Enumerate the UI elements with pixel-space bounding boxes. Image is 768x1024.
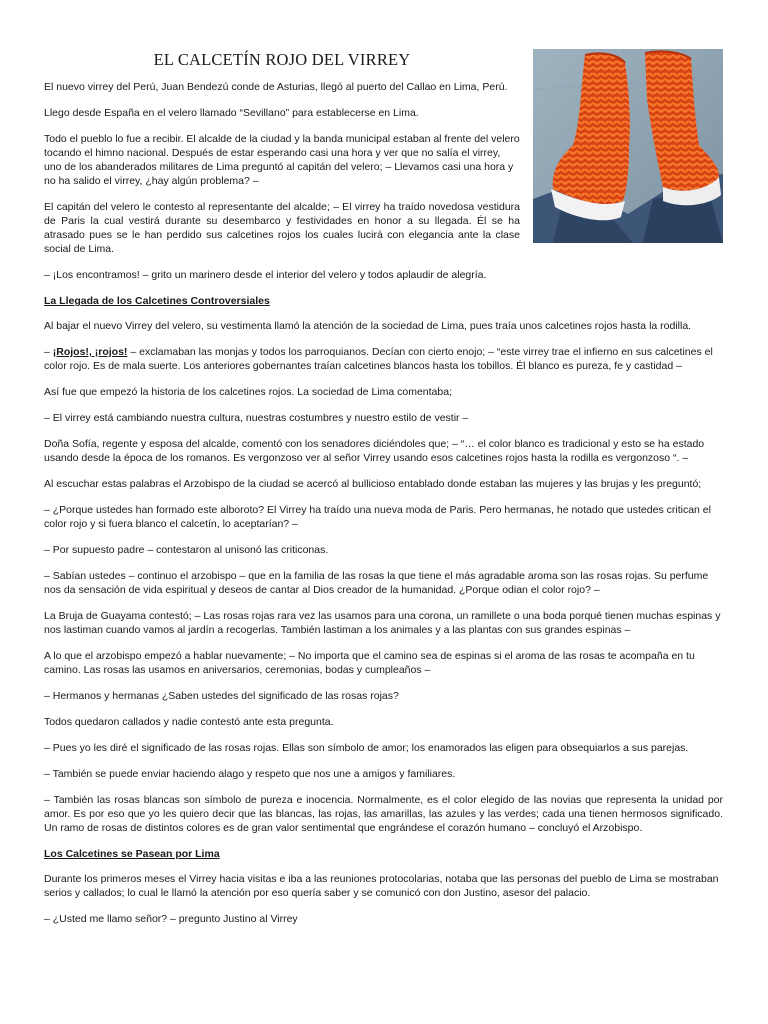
paragraph: Doña Sofía, regente y esposa del alcalde, comentó con los senadores diciéndoles que; – “… el color blanco es tradicional y esto se ha estado usando desde la época de los romanos. Es vergonzoso ver al señor Virrey usando esos calcetines rojos hasta la rodilla es vergonzoso “. – — [44, 438, 705, 464]
paragraph: – También las rosas blancas son símbolo de pureza e inocencia. Normalmente, es el color elegido de las novias que representa la unidad por amor. Es por eso que yo les quiero decir que las blancas, las rojas, las amarillas, las azules y las verdes; cada una tienen hermosos significado. Un ramo de rosas de distintos colores es de gran valor sentimental que engrándese el corazón humano – concluyó el Arzobispo. — [44, 794, 723, 834]
section-heading: La Llegada de los Calcetines Controversiales — [44, 295, 270, 307]
paragraph: El capitán del velero le contesto al representante del alcalde; – El virrey ha traído novedosa vestidura de Paris la cual vestirá durante su desembarco y festividades en honor a su llegada. Él se ha atrasado pues se le han perdido sus calcetines rojos los cuales lucirá con elegancia ante la clase social de Lima. — [44, 201, 520, 255]
paragraph: – ¿Porque ustedes han formado este alboroto? El Virrey ha traído una nueva moda de Paris. Pero hermanas, he notado que ustedes critican el color rojo y si fuera blanco el calcetín, lo aceptarían? – — [44, 504, 711, 530]
paragraph: Llego desde España en el velero llamado “Sevillano” para establecerse en Lima. — [44, 107, 419, 119]
text: – exclamaban las monjas y todos los parroquianos. Decían con cierto enojo; – “este virrey trae el infierno en sus calcetines el color rojo. Es de mala suerte. Los anteriores gobernantes traían calcetines blancos hasta los tobillos. Él blanco es pureza, fe y castidad – — [44, 346, 713, 372]
paragraph: – Pues yo les diré el significado de las rosas rojas. Ellas son símbolo de amor; los enamorados las eligen para obsequiarlos a sus parejas. — [44, 742, 689, 754]
paragraph: Al escuchar estas palabras el Arzobispo de la ciudad se acercó al bullicioso entablado donde estaban las mujeres y las brujas y les preguntó; — [44, 478, 702, 490]
paragraph: – Sabían ustedes – continuo el arzobispo – que en la familia de las rosas la que tiene el más agradable aroma son las rosas rojas. Su perfume nos da sensación de vida espiritual y deseos de cantar al Dios creador de la humanidad. ¿Porque odian el color rojo? – — [44, 570, 709, 596]
paragraph: Durante los primeros meses el Virrey hacia visitas e iba a las reuniones protocolarias, notaba que las personas del pueblo de Lima se mostraban serios y callados; lo cual le llamó la atención por eso quería saber y se comunicó con don Justino, asesor del palacio. — [44, 873, 719, 899]
paragraph: Todos quedaron callados y nadie contestó ante esta pregunta. — [44, 716, 334, 728]
dash: – — [44, 346, 53, 358]
paragraph: – Por supuesto padre – contestaron al unisonó las criticonas. — [44, 544, 329, 556]
story-body — [44, 80, 723, 938]
paragraph: La Bruja de Guayama contestó; – Las rosas rojas rara vez las usamos para una corona, un ramillete o una boda porqué tienen muchas espinas y nos lastiman cuando vamos al jardín a recogerlas. También lastiman a los animales y a las plantas con sus grandes espinas – — [44, 610, 721, 636]
section-heading: Los Calcetines se Pasean por Lima — [44, 848, 220, 860]
paragraph: – ¿Usted me llamo señor? – pregunto Justino al Virrey — [44, 913, 298, 925]
paragraph: – Hermanos y hermanas ¿Saben ustedes del significado de las rosas rojas? — [44, 690, 399, 702]
page-title: EL CALCETÍN ROJO DEL VIRREY — [153, 50, 411, 69]
paragraph: Al bajar el nuevo Virrey del velero, su vestimenta llamó la atención de la sociedad de Lima, pues traía unos calcetines rojos hasta la rodilla. — [44, 320, 692, 332]
paragraph: – ¡Los encontramos! – grito un marinero desde el interior del velero y todos aplaudir de alegría. — [44, 269, 487, 281]
paragraph: Así fue que empezó la historia de los calcetines rojos. La sociedad de Lima comentaba; — [44, 386, 452, 398]
paragraph: A lo que el arzobispo empezó a hablar nuevamente; – No importa que el camino sea de espinas si el aroma de las rosas te acompaña en tu camino. Las rosas las usamos en aniversarios, ceremonias, bodas y cumpleaños – — [44, 650, 695, 676]
paragraph: – El virrey está cambiando nuestra cultura, nuestras costumbres y nuestro estilo de vestir – — [44, 412, 469, 424]
paragraph — [44, 345, 723, 373]
paragraph: – También se puede enviar haciendo alago y respeto que nos une a amigos y familiares. — [44, 768, 456, 780]
emphasis: ¡Rojos!, ¡rojos! — [52, 346, 128, 358]
paragraph: Todo el pueblo lo fue a recibir. El alcalde de la ciudad y la banda municipal estaban al frente del velero tocando el himno nacional. Después de estar esperando casi una hora y ver que no salía el virrey, uno de los abanderados militares de Lima preguntó al capitán del velero; – Llevamos casi una hora y no ha salido el virrey, ¿hay algún problema? – — [44, 133, 520, 187]
paragraph: El nuevo virrey del Perú, Juan Bendezú conde de Asturias, llegó al puerto del Callao en Lima, Perú. — [44, 81, 508, 93]
